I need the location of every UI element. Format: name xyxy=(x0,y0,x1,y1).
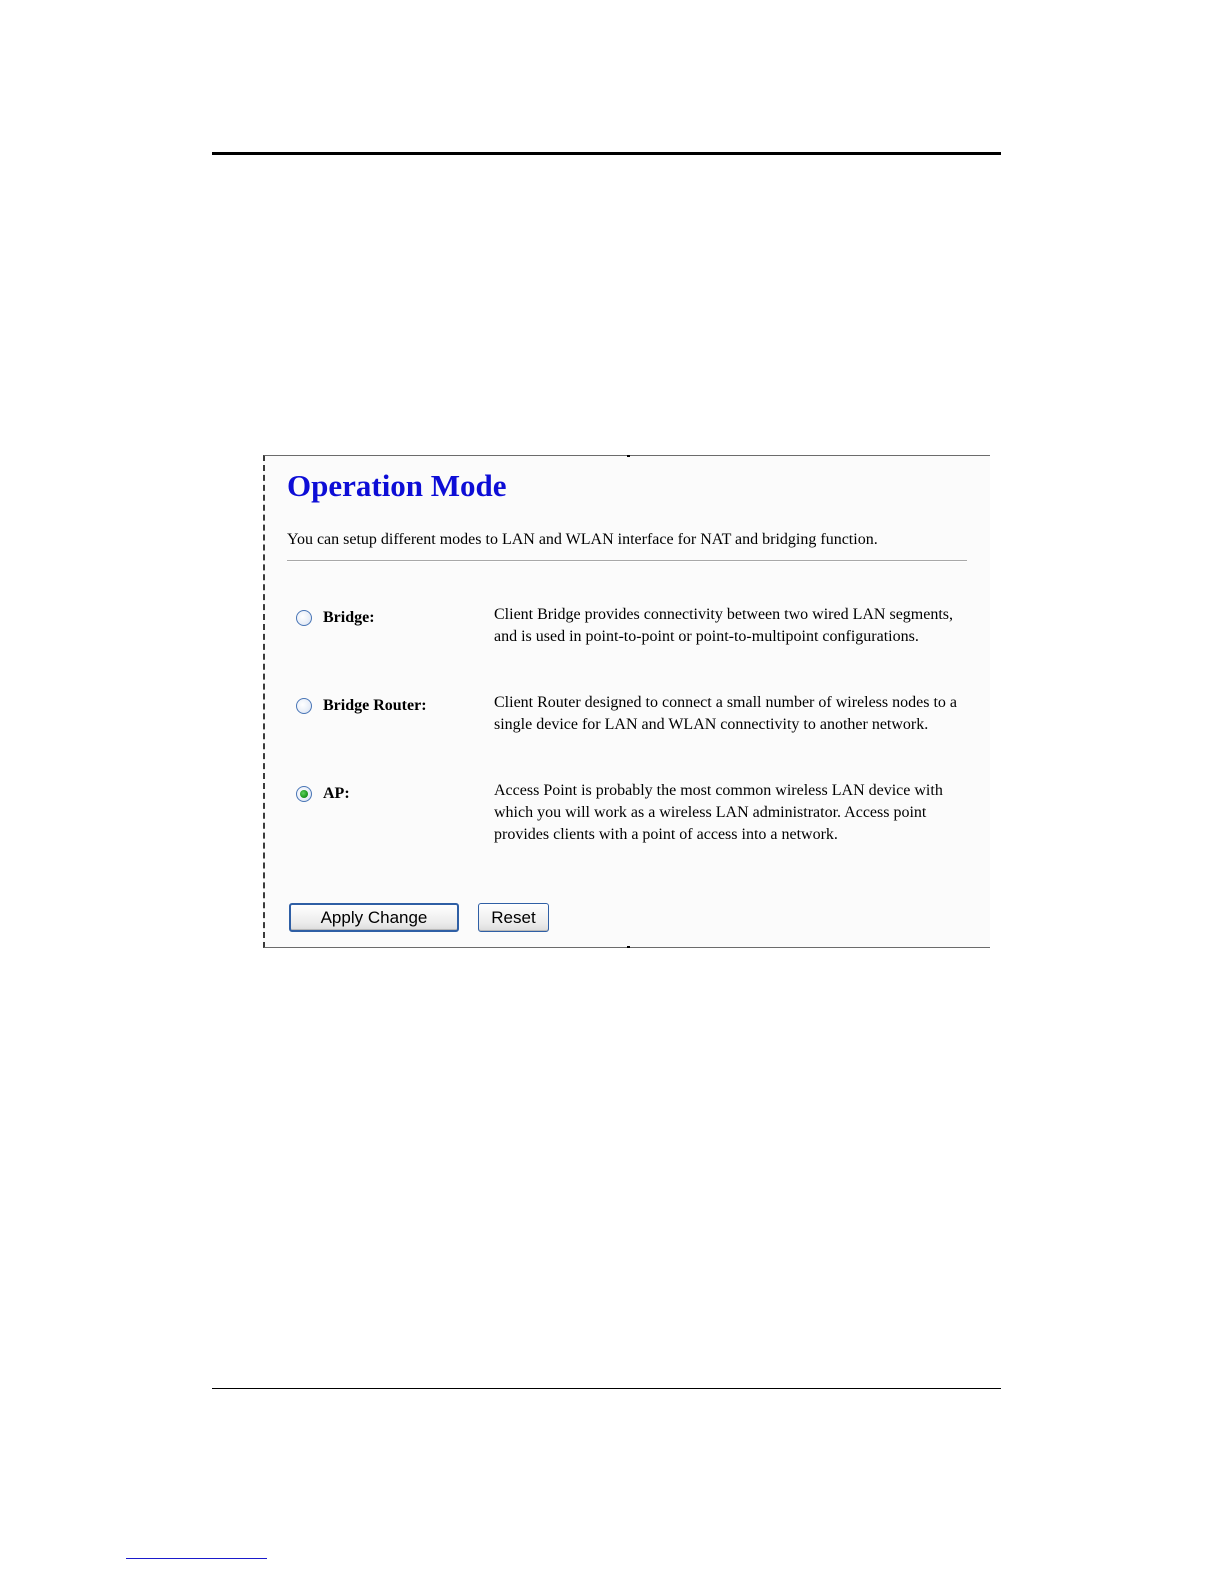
bridge-radio[interactable] xyxy=(296,610,312,626)
divider xyxy=(287,560,967,562)
bridge-label[interactable]: Bridge: xyxy=(323,609,375,626)
ap-label[interactable]: AP: xyxy=(323,785,350,802)
footer-link-underline xyxy=(126,1558,267,1559)
bridge-router-radio[interactable] xyxy=(296,698,312,714)
apply-change-button[interactable]: Apply Change xyxy=(289,903,459,932)
intro-text: You can setup different modes to LAN and WLAN interface for NAT and bridging function. xyxy=(287,531,878,548)
page-footer-rule xyxy=(212,1388,1001,1389)
radio-dot-icon xyxy=(300,790,308,798)
panel-edge-mark xyxy=(627,455,630,457)
ap-description: Access Point is probably the most common wireless LAN device with which you will work as a wireless LAN administrator. Access point provides clients with a point of access into a network. xyxy=(494,782,943,843)
page-header-rule xyxy=(212,152,1001,155)
bridge-router-description: Client Router designed to connect a small number of wireless nodes to a single device for LAN and WLAN connectivity to another network. xyxy=(494,694,957,733)
operation-mode-panel xyxy=(263,455,990,948)
bridge-description: Client Bridge provides connectivity between two wired LAN segments, and is used in point-to-point or point-to-multipoint configurations. xyxy=(494,606,954,645)
page-title: Operation Mode xyxy=(287,468,507,503)
ap-radio[interactable] xyxy=(296,786,312,802)
bridge-router-label[interactable]: Bridge Router: xyxy=(323,697,427,714)
reset-button[interactable]: Reset xyxy=(478,903,549,932)
panel-edge-mark xyxy=(627,946,630,948)
